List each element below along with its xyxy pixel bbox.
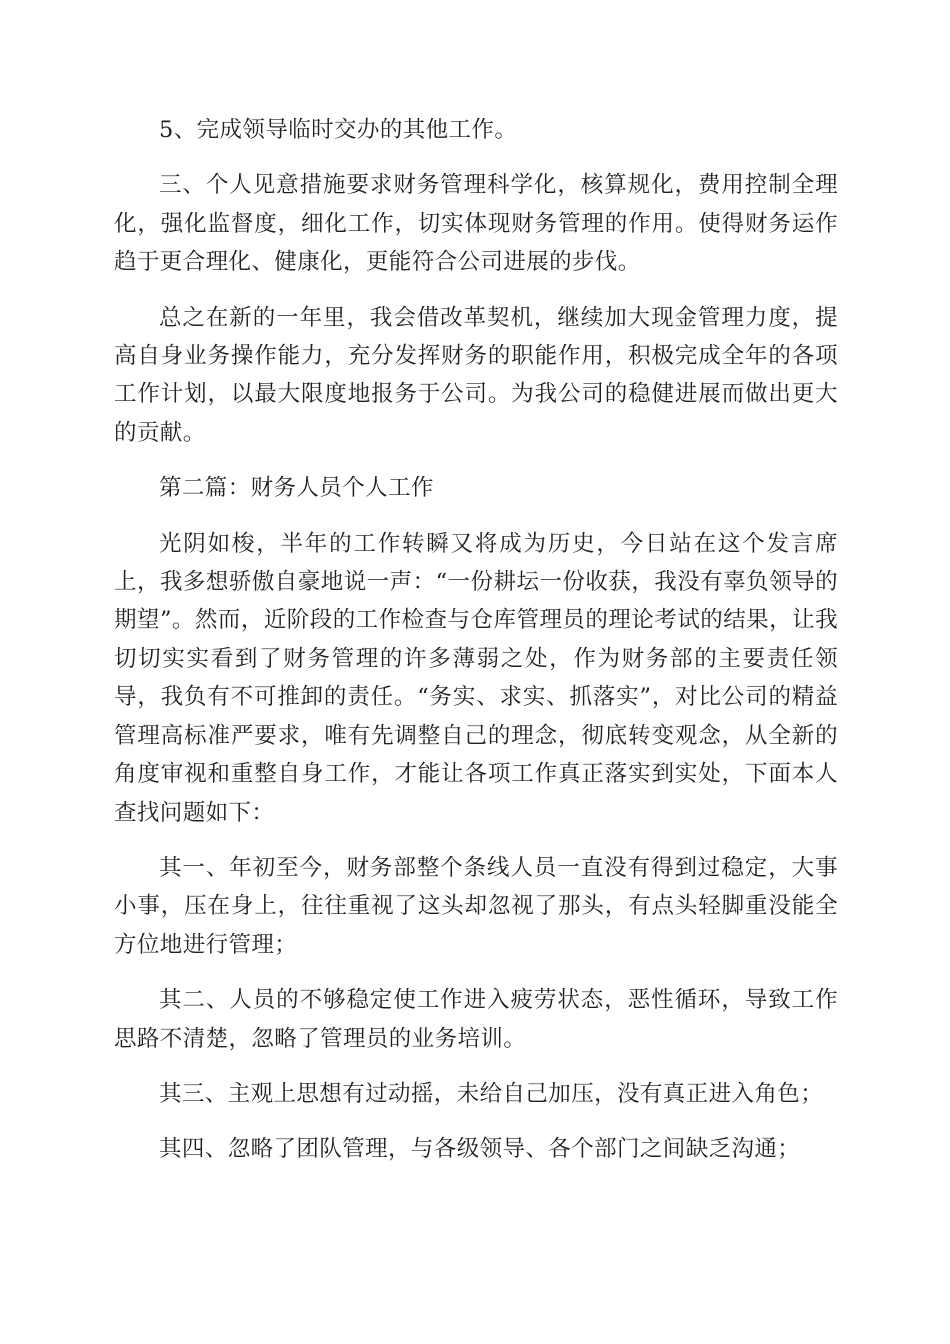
paragraph-issue-two: 其二、人员的不够稳定使工作进入疲劳状态，恶性循环，导致工作思路不清楚，忽略了管理员的业务培训。 [114, 987, 838, 1052]
paragraph-issue-three: 其三、主观上思想有过动摇，未给自己加压，没有真正进入角色； [159, 1080, 824, 1107]
paragraph-intro: 光阴如梭，半年的工作转瞬又将成为历史，今日站在这个发言席上，我多想骄傲自豪地说一声：“一份耕坛一份收获，我没有辜负领导的期望”。然而，近阶段的工作检查与仓库管理员的理论考试的结果，让我切切实实看到了财务管理的许多薄弱之处，作为财务部的主要责任领导，我负有不可推卸的责任。“务实、求实、抓落实”，对比公司的精益管理高标准严要求，唯有先调整自己的理念，彻底转变观念，从全新的角度审视和重整自身工作，才能让各项工作真正落实到实处，下面本人查找问题如下： [114, 530, 838, 826]
paragraph-section-three: 三、个人见意措施要求财务管理科学化，核算规化，费用控制全理化，强化监督度，细化工作，切实体现财务管理的作用。使得财务运作趋于更合理化、健康化，更能符合公司进展的步伐。 [114, 172, 838, 276]
paragraph-issue-one: 其一、年初至今，财务部整个条线人员一直没有得到过稳定，大事小事，压在身上，往往重视了这头却忽视了那头，有点头轻脚重没能全方位地进行管理； [114, 854, 838, 958]
section-heading: 第二篇：财务人员个人工作 [159, 475, 434, 502]
paragraph-item-5: 5、完成领导临时交办的其他工作。 [159, 117, 518, 143]
paragraph-issue-four: 其四、忽略了团队管理，与各级领导、各个部门之间缺乏沟通； [159, 1136, 801, 1163]
document-body [114, 111, 838, 1186]
paragraph-summary: 总之在新的一年里，我会借改革契机，继续加大现金管理力度，提高自身业务操作能力，充分发挥财务的职能作用，积极完成全年的各项工作计划，以最大限度地报务于公司。为我公司的稳健进展而做出更大的贡献。 [114, 304, 838, 446]
